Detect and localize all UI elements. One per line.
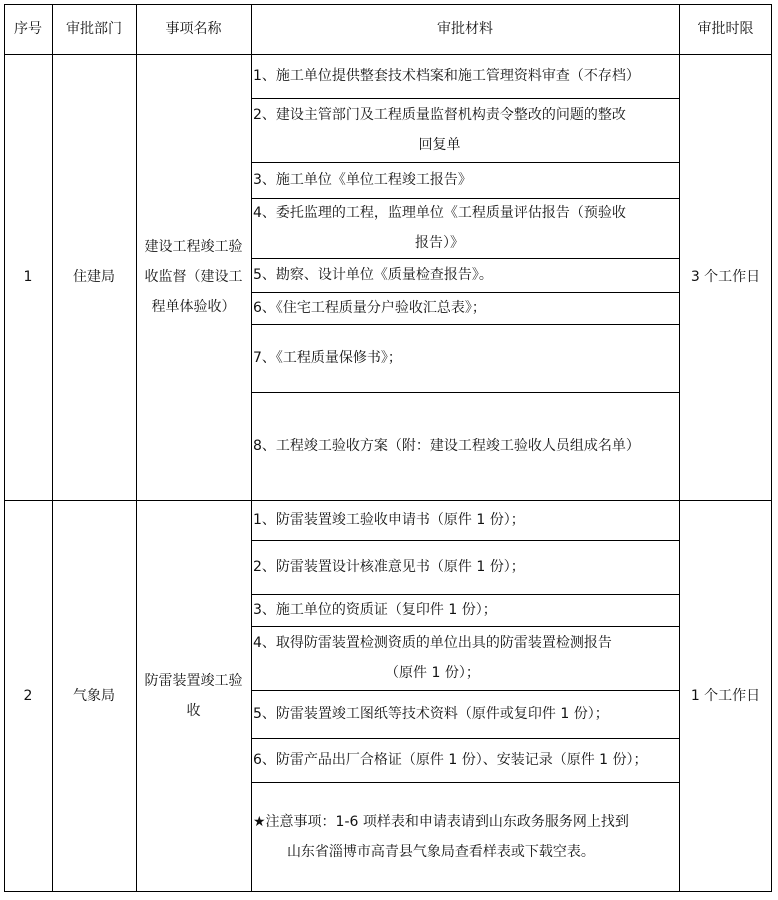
material-divider bbox=[251, 392, 679, 393]
row-2-material-4 bbox=[251, 626, 679, 690]
row-2-material-5 bbox=[251, 690, 679, 738]
material-divider bbox=[251, 198, 679, 199]
row-2-material-1 bbox=[251, 500, 679, 540]
row-2-material-3 bbox=[251, 594, 679, 626]
material-line: 报告）》 bbox=[414, 235, 464, 251]
material-line: 1、施工单位提供整套技术档案和施工管理资料审查（不存档） bbox=[253, 68, 640, 84]
material-line: （原件 1 份）； bbox=[385, 665, 480, 681]
material-divider bbox=[251, 540, 679, 541]
material-line: ★注意事项：1-6 项样表和申请表请到山东政务服务网上找到 bbox=[253, 814, 629, 830]
material-divider bbox=[251, 626, 679, 627]
row-1-material-4 bbox=[251, 198, 679, 258]
header-dept: 审批部门 bbox=[66, 21, 122, 37]
header-seq: 序号 bbox=[14, 21, 42, 37]
row-1-time: 3 个工作日 bbox=[690, 269, 761, 285]
material-divider bbox=[251, 690, 679, 691]
row-1-dept: 住建局 bbox=[73, 269, 115, 285]
row-2-dept: 气象局 bbox=[73, 688, 115, 704]
table-border-left bbox=[4, 4, 5, 892]
header-materials: 审批材料 bbox=[437, 21, 493, 37]
material-line: 3、施工单位的资质证（复印件 1 份）； bbox=[253, 602, 497, 618]
row-1-item bbox=[136, 54, 251, 500]
material-divider bbox=[251, 292, 679, 293]
header-divider bbox=[4, 54, 772, 55]
material-line: 2、建设主管部门及工程质量监督机构责令整改的问题的整改 bbox=[253, 107, 626, 123]
material-line: 6、《住宅工程质量分户验收汇总表》； bbox=[253, 300, 486, 316]
material-line: 2、防雷装置设计核准意见书（原件 1 份）； bbox=[253, 559, 525, 575]
row-2-item-line: 收 bbox=[186, 703, 201, 719]
row-1-material-7 bbox=[251, 324, 679, 392]
row-2-item-line: 防雷装置竣工验 bbox=[144, 673, 243, 689]
header-item: 事项名称 bbox=[165, 21, 222, 37]
row-2-material-note bbox=[251, 782, 679, 892]
row-1-material-2 bbox=[251, 98, 679, 162]
row-1-material-6 bbox=[251, 292, 679, 324]
row-1-seq: 1 bbox=[23, 269, 33, 285]
material-line: 3、施工单位《单位工程竣工报告》 bbox=[253, 172, 472, 188]
column-divider bbox=[251, 4, 252, 892]
material-line: 5、防雷装置竣工图纸等技术资料（原件或复印件 1 份）； bbox=[253, 706, 609, 722]
material-divider bbox=[251, 162, 679, 163]
row-1-material-5 bbox=[251, 258, 679, 292]
column-divider bbox=[52, 4, 53, 892]
material-line: 4、取得防雷装置检测资质的单位出具的防雷装置检测报告 bbox=[253, 635, 612, 651]
material-line: 4、委托监理的工程，监理单位《工程质量评估报告（预验收 bbox=[253, 205, 626, 221]
material-divider bbox=[251, 324, 679, 325]
material-line: 6、防雷产品出厂合格证（原件 1 份）、安装记录（原件 1 份）； bbox=[253, 752, 648, 768]
material-line: 回复单 bbox=[418, 137, 461, 153]
column-divider bbox=[679, 4, 680, 892]
header-time: 审批时限 bbox=[697, 21, 754, 37]
material-line: 5、勘察、设计单位《质量检查报告》。 bbox=[253, 267, 493, 283]
row-1-item-line: 程单体验收） bbox=[151, 299, 236, 315]
material-line: 8、工程竣工验收方案（附：建设工程竣工验收人员组成名单） bbox=[253, 438, 640, 454]
row-2-item bbox=[136, 500, 251, 892]
row-1-item-line: 建设工程竣工验 bbox=[144, 239, 243, 255]
table-border-top bbox=[4, 4, 772, 5]
material-divider bbox=[251, 258, 679, 259]
approval-table bbox=[4, 4, 772, 892]
table-border-bottom bbox=[4, 891, 772, 892]
row-2-material-2 bbox=[251, 540, 679, 594]
table-border-right bbox=[771, 4, 772, 892]
row-2-seq: 2 bbox=[23, 688, 33, 704]
material-divider bbox=[251, 782, 679, 783]
material-line: 山东省淄博市高青县气象局查看样表或下载空表。 bbox=[286, 844, 595, 860]
row-2-material-6 bbox=[251, 738, 679, 782]
material-divider bbox=[251, 738, 679, 739]
material-divider bbox=[251, 98, 679, 99]
row-2-time: 1 个工作日 bbox=[690, 688, 761, 704]
row-1-material-8 bbox=[251, 392, 679, 500]
material-line: 7、《工程质量保修书》； bbox=[253, 350, 402, 366]
material-divider bbox=[251, 594, 679, 595]
row-1-material-1 bbox=[251, 54, 679, 98]
material-line: 1、防雷装置竣工验收申请书（原件 1 份）； bbox=[253, 512, 525, 528]
column-divider bbox=[136, 4, 137, 892]
row-divider bbox=[4, 500, 772, 501]
row-1-item-line: 收监督（建设工 bbox=[144, 269, 243, 285]
row-1-material-3 bbox=[251, 162, 679, 198]
